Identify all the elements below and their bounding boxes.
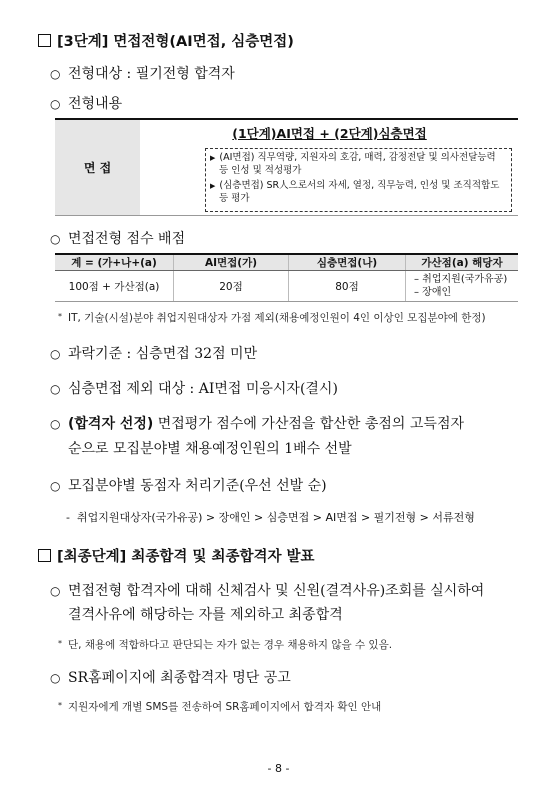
triangle-bullet-icon: ▶ (210, 182, 216, 190)
desc-item: ▶ (AI면접) 직무역량, 지원자의 호감, 매력, 감정전달 및 의사전달능력 (210, 152, 496, 163)
bullet-announce: ○ SR홈페이지에 최종합격자 명단 공고 (50, 670, 291, 686)
tie-detail: - 취업지원대상자(국가유공) > 장애인 > 심층면접 > AI면접 > 필기전형 > 서류전형 (66, 511, 475, 524)
triangle-bullet-icon: ▶ (210, 154, 216, 162)
circle-bullet-icon: ○ (50, 67, 61, 81)
interview-label: 면 접 (55, 120, 140, 215)
bullet-target: ○ 전형대상 : 필기전형 합격자 (50, 66, 235, 82)
desc-item-cont: 등 평가 (219, 193, 250, 204)
asterisk-icon: * (58, 312, 62, 321)
bullet-content: ○ 전형내용 (50, 96, 123, 112)
final-note: * 단, 채용에 적합하다고 판단되는 자가 없는 경우 채용하지 않을 수 있음. (58, 639, 393, 651)
table-header: 계 = (가+나+(a) (55, 254, 174, 271)
bullet-fail-criteria: ○ 과락기준 : 심층면접 32점 미만 (50, 346, 258, 362)
final-continued: 결격사유에 해당하는 자를 제외하고 최종합격 (68, 607, 343, 623)
checkbox-square-icon (38, 549, 51, 562)
circle-bullet-icon: ○ (50, 347, 61, 361)
bullet-score: ○ 면접전형 점수 배점 (50, 231, 186, 247)
table-header-row (55, 254, 518, 271)
circle-bullet-icon: ○ (50, 479, 61, 493)
checkbox-square-icon (38, 34, 51, 47)
bullet-final: ○ 면접전형 합격자에 대해 신체검사 및 신원(결격사유)조회를 실시하여 (50, 583, 485, 599)
interview-description-box (205, 148, 512, 212)
table-cell: 100점 + 가산점(a) (55, 271, 174, 302)
page-number: - 8 - (267, 762, 290, 775)
bullet-tie: ○ 모집분야별 동점자 처리기준(우선 선발 순) (50, 478, 327, 494)
score-table (55, 253, 518, 302)
circle-bullet-icon: ○ (50, 382, 61, 396)
table-header: 심층면접(나) (289, 254, 406, 271)
table-cell: 80점 (289, 271, 406, 302)
circle-bullet-icon: ○ (50, 417, 61, 431)
section-title-final: [최종단계] 최종합격 및 최종합격자 발표 (38, 545, 315, 566)
desc-item: ▶ (심층면접) SR人으로서의 자세, 열정, 직무능력, 인성 및 조직적합도 (210, 180, 500, 191)
bullet-exclude: ○ 심층면접 제외 대상 : AI면접 미응시자(결시) (50, 381, 338, 397)
bullet-selection: ○ (합격자 선정) 면접평가 점수에 가산점을 합산한 총점의 고득점자 (50, 416, 465, 432)
asterisk-icon: * (58, 701, 62, 710)
table-cell: 20점 (174, 271, 289, 302)
score-note: * IT, 기술(시설)분야 취업지원대상자 가점 제외(채용예정인원이 4인 이상인 모집분야에 한정) (58, 312, 486, 324)
interview-detail (141, 120, 518, 215)
table-header: AI면접(가) (174, 254, 289, 271)
table-header: 가산점(a) 해당자 (406, 254, 519, 271)
interview-box (55, 118, 518, 216)
circle-bullet-icon: ○ (50, 584, 61, 598)
circle-bullet-icon: ○ (50, 97, 61, 111)
announce-note: * 지원자에게 개별 SMS를 전송하여 SR홈페이지에서 합격자 확인 안내 (58, 701, 382, 713)
table-cell-extra: – 취업지원(국가유공) – 장애인 (406, 271, 519, 302)
table-row (55, 271, 518, 302)
circle-bullet-icon: ○ (50, 671, 61, 685)
selection-continued: 순으로 모집분야별 채용예정인원의 1배수 선발 (68, 441, 352, 457)
circle-bullet-icon: ○ (50, 232, 61, 246)
interview-heading: (1단계)AI면접 + (2단계)심층면접 (232, 126, 427, 141)
desc-item-cont: 등 인성 및 적성평가 (219, 165, 302, 176)
section-title-interview: [3단계] 면접전형(AI면접, 심층면접) (38, 30, 294, 51)
asterisk-icon: * (58, 639, 62, 648)
